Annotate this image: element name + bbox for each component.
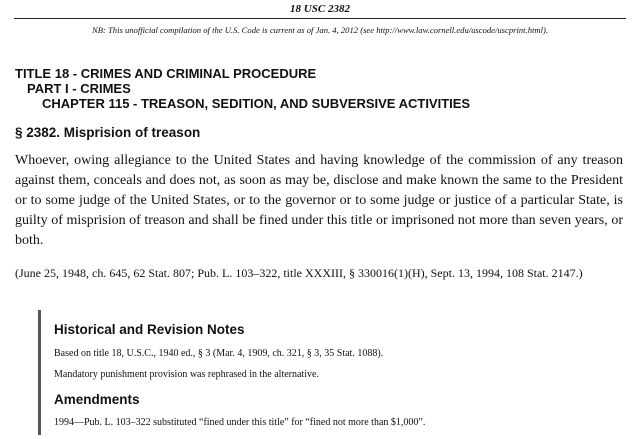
page-header-title: 18 USC 2382	[290, 3, 350, 15]
historical-notes-heading: Historical and Revision Notes	[54, 322, 245, 337]
amendment-line: 1994—Pub. L. 103–322 substituted “fined under this title” for “fined not more than $1,000”.	[54, 417, 426, 428]
currency-note: NB: This unofficial compilation of the U.S. Code is current as of Jan. 4, 2012 (see http://www.law.cornell.edu/uscode/uscprint.html).	[92, 25, 548, 35]
historical-note-line: Based on title 18, U.S.C., 1940 ed., § 3 (Mar. 4, 1909, ch. 321, § 3, 35 Stat. 1088).	[54, 348, 384, 359]
title-heading: TITLE 18 - CRIMES AND CRIMINAL PROCEDURE	[15, 66, 317, 81]
header-divider	[14, 18, 626, 19]
part-heading: PART I - CRIMES	[27, 81, 131, 96]
section-heading: § 2382. Misprision of treason	[15, 125, 201, 140]
notes-panel	[38, 310, 621, 435]
source-citation: (June 25, 1948, ch. 645, 62 Stat. 807; Pub. L. 103–322, title XXXIII, § 330016(1)(H), Sept. 13, 1994, 108 Stat. 2147.)	[15, 266, 583, 280]
historical-note-line: Mandatory punishment provision was rephrased in the alternative.	[54, 369, 319, 380]
chapter-heading: CHAPTER 115 - TREASON, SEDITION, AND SUBVERSIVE ACTIVITIES	[42, 96, 471, 111]
amendments-heading: Amendments	[54, 392, 140, 407]
section-body-text: Whoever, owing allegiance to the United States and having knowledge of the commission of any treason against them, conceals and does not, as soon as may be, disclose and make known the same to the President or to some judge of the United States, or to the governor or to some judge or justice of a particular State, is guilty of misprision of treason and shall be fined under this title or imprisoned not more than seven years, or both.	[15, 153, 623, 248]
